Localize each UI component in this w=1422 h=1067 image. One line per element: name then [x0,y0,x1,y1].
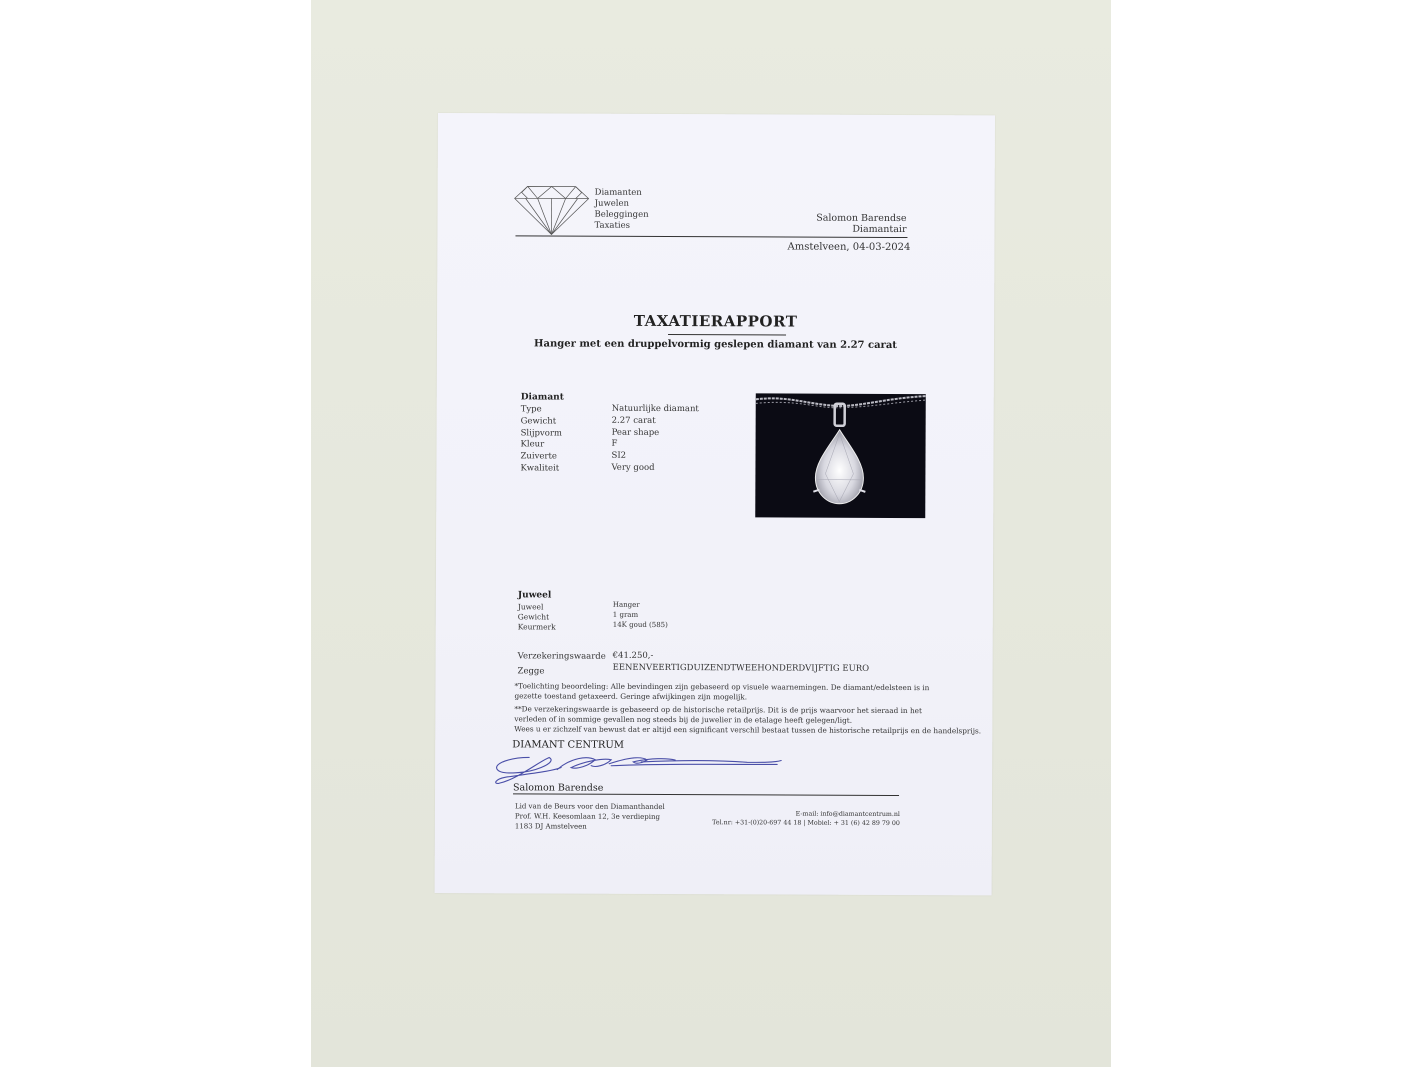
jewel-label: Gewicht [517,612,550,622]
diamond-label: Zuiverte [520,451,557,462]
diamond-values [611,404,698,475]
diamond-label: Type [520,404,542,415]
diamond-label: Slijpvorm [520,427,563,439]
footer-phone: Tel.nr: +31-(0)20-697 44 18 | Mobiel: + 31 (6) 42 89 79 00 [712,818,900,827]
service-item: Taxaties [594,220,631,231]
diamond-value: SI2 [611,450,627,462]
insured-value: €41.250,- [612,650,654,661]
sender-role: Diamantair [852,223,907,236]
sender-block [816,213,906,235]
note-price-difference: Wees u er zichzelf van bewust dat er altijd een significant verschil bestaat tussen de historische retailprijs en de handelsprijs. [514,724,982,736]
pendant-image [755,393,926,518]
words-value: EENENVEERTIGDUIZENDTWEEHONDERDVIJFTIG EURO [612,662,870,674]
jewel-value: Hanger [612,600,640,609]
jewel-labels [518,602,556,633]
pendant-photo [755,393,926,518]
diamond-logo-icon [513,185,589,235]
diamond-value: 2.27 carat [611,415,656,426]
signer-name: Salomon Barendse [513,782,604,794]
diamond-value: Natuurlijke diamant [611,403,699,415]
appraisal-document [435,113,995,895]
diamond-value: Pear shape [611,427,660,438]
footer-address [515,801,665,832]
service-item: Diamanten [594,187,642,198]
diamond-value: Very good [611,462,655,473]
diamond-label: Kwaliteit [520,463,560,474]
report-title: TAXATIERAPPORT [633,311,798,331]
sender-name: Salomon Barendse [816,212,907,225]
diamond-label: Gewicht [520,416,557,427]
diamond-label: Kleur [520,439,545,450]
jewel-label: Juweel [517,602,544,612]
service-item: Juwelen [594,198,630,209]
note-insured-value: **De verzekeringswaarde is gebaseerd op de historische retailprijs. Dit is de prijs waarvoor het sieraad in het verleden of in sommige gevallen nog steeds bij de juwelier in de etalage heeft gelegen/ligt. [514,704,922,725]
footer-contact [712,810,900,828]
title-underline [668,334,786,336]
jewel-values [613,600,668,631]
service-item: Beleggingen [594,209,649,220]
services-list [594,188,648,232]
diamond-value: F [611,439,618,450]
report-subtitle: Hanger met een druppelvormig geslepen diamant van 2.27 carat [534,338,897,352]
jewel-label: Keurmerk [517,622,556,632]
footer-email: E-mail: info@diamantcentrum.nl [795,810,900,819]
note-assessment: *Toelichting beoordeling: Alle bevindingen zijn gebaseerd op visuele waarnemingen. De diamant/edelsteen is in gezette toestand getaxeerd. Geringe afwijkingen zijn mogelijk. [514,681,930,702]
insured-value-label: Verzekeringswaarde [517,651,606,662]
date-line: Amstelveen, 04-03-2024 [787,241,911,254]
jewel-value: 14K goud (585) [612,621,668,630]
footer-street: Prof. W.H. Keesomlaan 12, 3e verdieping [514,812,661,821]
diamond-heading: Diamant [520,392,564,403]
footer-divider [513,793,899,796]
diamond-labels [520,404,562,475]
company-name: DIAMANT CENTRUM [512,739,625,751]
header-divider [515,235,907,238]
jewel-value: 1 gram [612,610,639,620]
footer-city: 1183 DJ Amstelveen [514,822,587,831]
jewel-heading: Juweel [517,590,552,601]
footer-membership: Lid van de Beurs voor den Diamanthandel [514,802,665,811]
words-label: Zegge [517,666,545,677]
